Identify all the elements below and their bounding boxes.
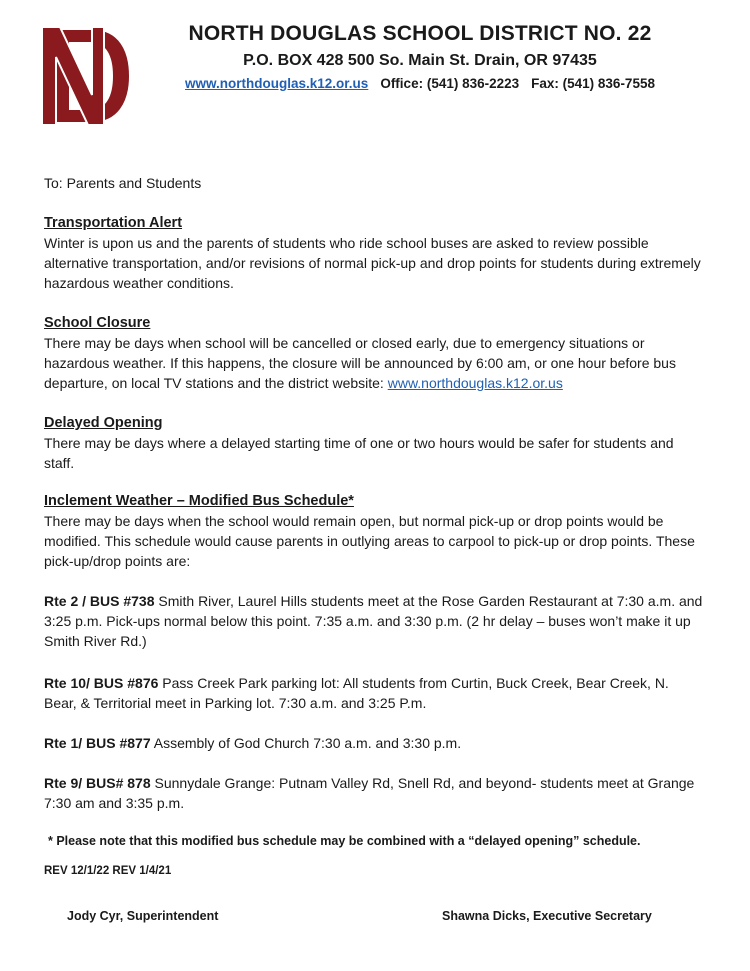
route-item — [44, 773, 704, 813]
closure-text: There may be days when school will be cancelled or closed early, due to emergency situations or hazardous weather. If this happens, the closure will be announced by 6:00 am, or one hour before bus departure, on local TV stations and the district website: — [44, 335, 676, 391]
fax-number: Fax: (541) 836-7558 — [531, 76, 655, 91]
transportation-title: Transportation Alert — [44, 215, 183, 231]
route-label: Rte 2 / BUS #738 — [44, 593, 155, 609]
route-text: Pass Creek Park parking lot: All students from Curtin, Buck Creek, Bear Creek, N. Bear, & Territorial meet in Parking lot. 7:30 a.m. and 3:25 P.m. — [44, 675, 669, 711]
schedule-note: * Please note that this modified bus schedule may be combined with a “delayed opening” schedule. — [48, 834, 641, 848]
inclement-title: Inclement Weather – Modified Bus Schedule* — [44, 493, 354, 509]
delayed-text: There may be days where a delayed starting time of one or two hours would be safer for students and staff. — [44, 435, 674, 471]
signature-secretary: Shawna Dicks, Executive Secretary — [442, 909, 652, 923]
delayed-title: Delayed Opening — [44, 415, 163, 431]
closure-website-link[interactable]: www.northdouglas.k12.or.us — [387, 375, 563, 391]
revision-line: REV 12/1/22 REV 1/4/21 — [44, 865, 172, 877]
signature-superintendent: Jody Cyr, Superintendent — [67, 909, 219, 923]
route-text: Sunnydale Grange: Putnam Valley Rd, Snell Rd, and beyond- students meet at Grange 7:30 am and 3:35 p.m. — [44, 775, 695, 811]
closure-paragraph — [44, 333, 704, 393]
route-label: Rte 9/ BUS# 878 — [44, 775, 151, 791]
district-address: P.O. BOX 428 500 So. Main St. Drain, OR 97435 — [243, 52, 597, 69]
route-text: Assembly of God Church 7:30 a.m. and 3:30 p.m. — [150, 735, 462, 751]
letter-body — [44, 173, 704, 851]
inclement-text: There may be days when the school would remain open, but normal pick-up or drop points would be modified. This schedule would cause parents in outlying areas to carpool to pick-up or drop points. These pick-up/drop points are: — [44, 513, 695, 569]
route-text: Smith River, Laurel Hills students meet at the Rose Garden Restaurant at 7:30 a.m. and 3:25 p.m. Pick-ups normal below this point. 7:35 a.m. and 3:30 p.m. (2 hr delay – buses won’t make it up Smith River Rd.) — [44, 593, 703, 649]
district-logo — [40, 21, 132, 131]
website-link[interactable]: www.northdouglas.k12.or.us — [185, 76, 369, 91]
transportation-text: Winter is upon us and the parents of students who ride school buses are asked to review possible alternative transportation, and/or revisions of normal pick-up and drop points for students during extremely hazardous weather conditions. — [44, 235, 701, 291]
route-item — [44, 591, 704, 651]
contact-line — [140, 76, 700, 91]
route-item — [44, 673, 704, 713]
route-item — [44, 733, 704, 753]
route-label: Rte 10/ BUS #876 — [44, 675, 159, 691]
office-phone: Office: (541) 836-2223 — [380, 76, 520, 91]
recipient-line: To: Parents and Students — [44, 175, 202, 191]
district-name: NORTH DOUGLAS SCHOOL DISTRICT NO. 22 — [188, 22, 652, 45]
route-label: Rte 1/ BUS #877 — [44, 735, 151, 751]
closure-title: School Closure — [44, 315, 151, 331]
